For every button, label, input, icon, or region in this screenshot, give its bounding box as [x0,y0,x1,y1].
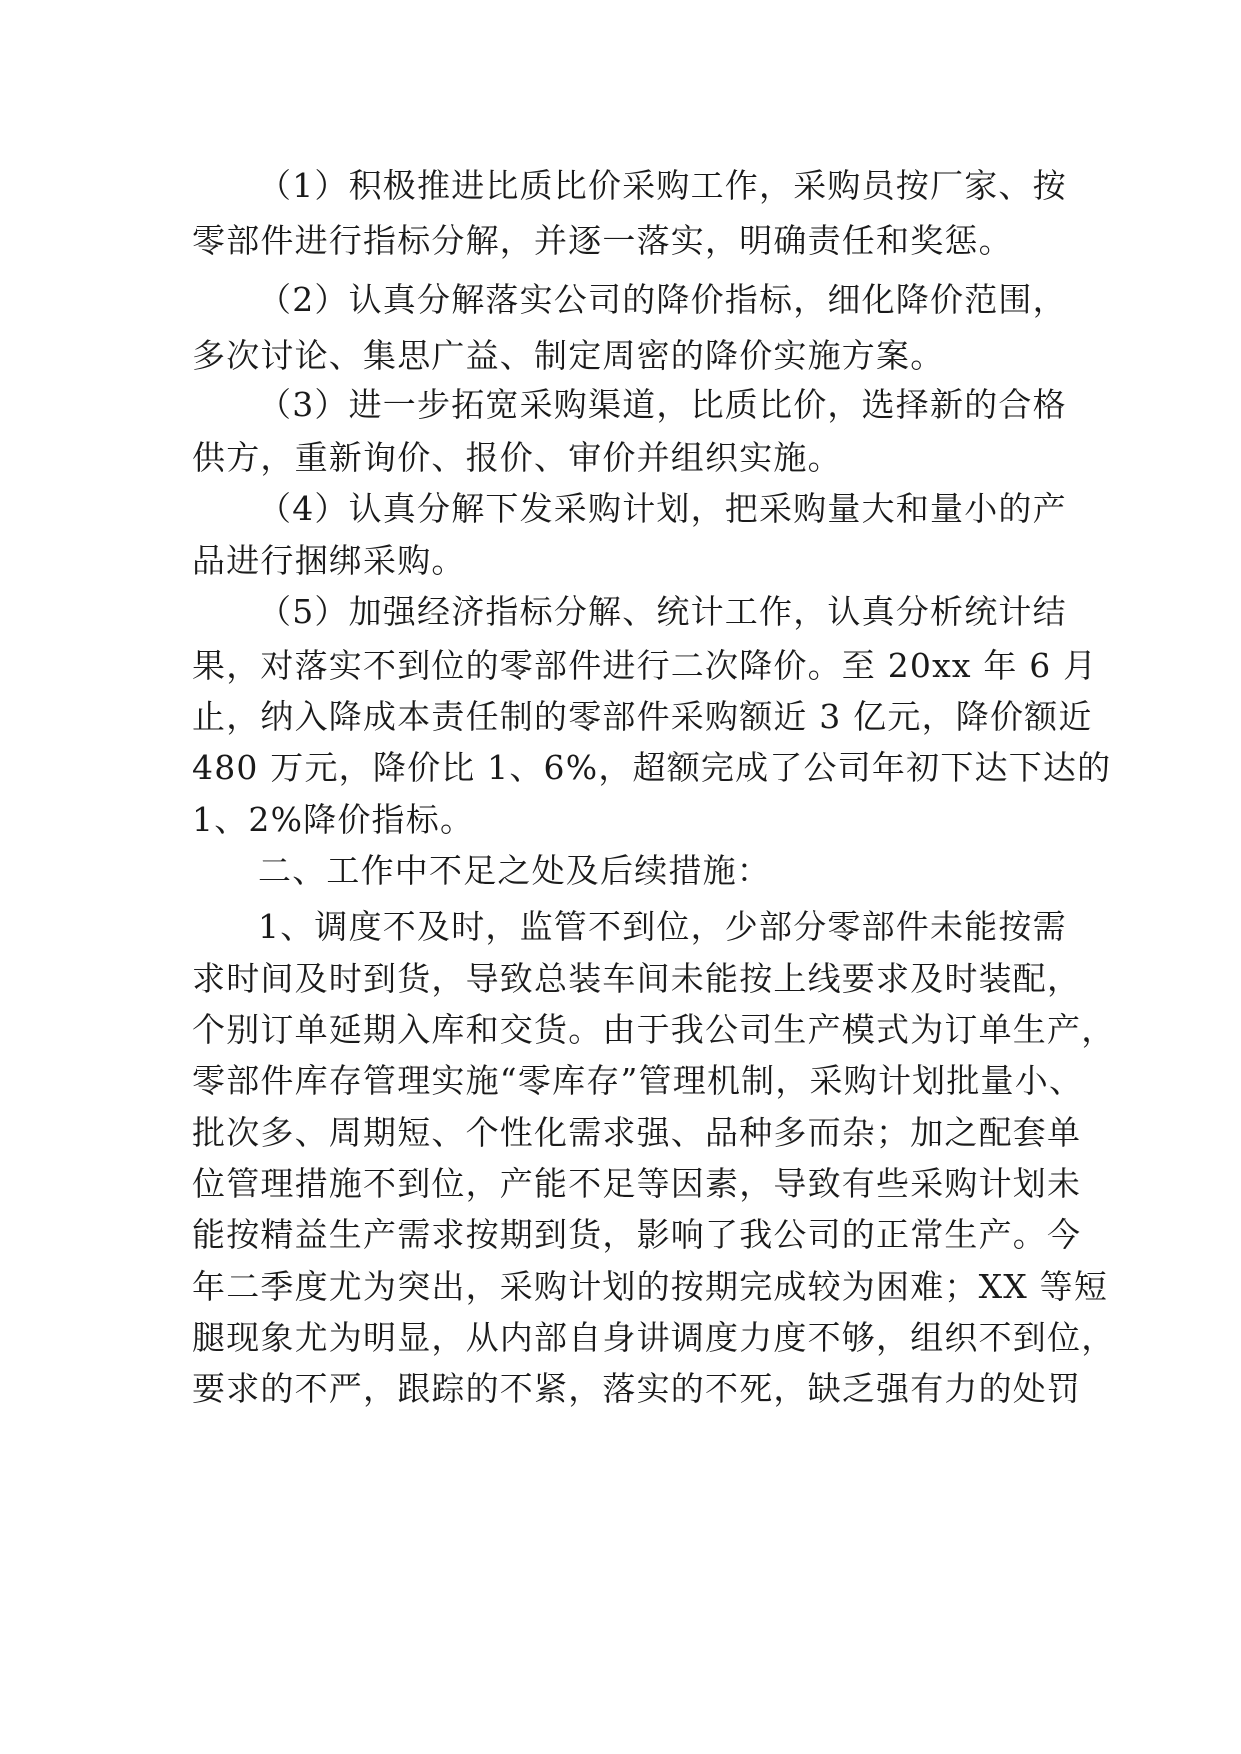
paragraph-4-line-2: 品进行捆绑采购。 [192,541,466,580]
paragraph-1-line-1: （1）积极推进比质比价采购工作，采购员按厂家、按 [258,166,1067,205]
paragraph-6-line-5: 批次多、周期短、个性化需求强、品种多而杂；加之配套单 [192,1113,1082,1152]
paragraph-6-line-7: 能按精益生产需求按期到货，影响了我公司的正常生产。今 [192,1215,1082,1254]
paragraph-4-line-1: （4）认真分解下发采购计划，把采购量大和量小的产 [258,489,1067,528]
paragraph-2-line-2: 多次讨论、集思广益、制定周密的降价实施方案。 [192,336,945,375]
paragraph-5-line-3: 止，纳入降成本责任制的零部件采购额近 3 亿元，降价额近 [192,697,1093,736]
paragraph-6-line-10: 要求的不严，跟踪的不紧，落实的不死，缺乏强有力的处罚 [192,1369,1082,1408]
paragraph-6-line-9: 腿现象尤为明显，从内部自身讲调度力度不够，组织不到位， [192,1318,1116,1357]
paragraph-6-line-2: 求时间及时到货，导致总装车间未能按上线要求及时装配， [192,959,1082,998]
paragraph-5-line-2: 果，对落实不到位的零部件进行二次降价。至 20xx 年 6 月 [192,646,1098,685]
paragraph-2-line-1: （2）认真分解落实公司的降价指标，细化降价范围， [258,280,1067,319]
paragraph-6-line-3: 个别订单延期入库和交货。由于我公司生产模式为订单生产， [192,1010,1116,1049]
paragraph-5-line-4: 480 万元，降价比 1、6%，超额完成了公司年初下达下达的 [192,748,1112,787]
paragraph-3-line-1: （3）进一步拓宽采购渠道，比质比价，选择新的合格 [258,385,1067,424]
paragraph-6-line-6: 位管理措施不到位，产能不足等因素，导致有些采购计划未 [192,1164,1082,1203]
paragraph-1-line-2: 零部件进行指标分解，并逐一落实，明确责任和奖惩。 [192,221,1013,260]
section-heading: 二、工作中不足之处及后续措施： [258,851,771,890]
paragraph-6-line-1: 1、调度不及时，监管不到位，少部分零部件未能按需 [258,907,1067,946]
paragraph-6-line-8: 年二季度尤为突出，采购计划的按期完成较为困难；XX 等短 [192,1267,1109,1306]
paragraph-5-line-1: （5）加强经济指标分解、统计工作，认真分析统计结 [258,592,1067,631]
paragraph-5-line-5: 1、2%降价指标。 [192,800,475,839]
paragraph-3-line-2: 供方，重新询价、报价、审价并组织实施。 [192,438,842,477]
paragraph-6-line-4: 零部件库存管理实施“零库存”管理机制，采购计划批量小、 [192,1061,1084,1100]
